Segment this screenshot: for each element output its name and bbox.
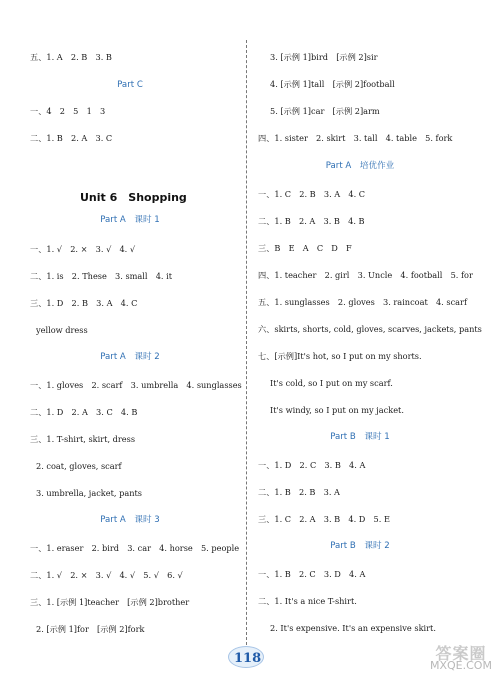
answer-line: 4. [示例 1]tall [示例 2]football: [270, 79, 395, 89]
answer-line: 五、1. sunglasses 2. gloves 3. raincoat 4. scarf: [258, 297, 467, 307]
section-heading: Part A 培优作业: [325, 161, 395, 171]
answer-line: 2. It's expensive. It's an expensive skirt.: [270, 623, 436, 633]
column-divider: [246, 40, 247, 645]
watermark-line1: 答案圈: [435, 644, 487, 663]
answer-line: 5. [示例 1]car [示例 2]arm: [270, 106, 380, 116]
answer-line: 三、1. C 2. A 3. B 4. D 5. E: [258, 514, 390, 524]
answer-line: 二、1. B 2. A 3. C: [30, 133, 113, 143]
answer-line: 一、1. D 2. C 3. B 4. A: [258, 460, 366, 470]
answer-line: 六、skirts, shorts, cold, gloves, scarves, jackets, pants: [258, 324, 482, 334]
section-heading: Part A 课时 3: [100, 515, 160, 525]
answer-line: 一、4 2 5 1 3: [30, 106, 106, 116]
section-heading: Part A 课时 2: [100, 352, 160, 362]
answer-line: 一、1. C 2. B 3. A 4. C: [258, 189, 366, 199]
answer-line: 五、1. A 2. B 3. B: [30, 52, 112, 62]
section-heading: Part B 课时 2: [330, 541, 390, 551]
answer-line: 二、1. B 2. A 3. B 4. B: [258, 216, 365, 226]
answer-line: 三、1. T-shirt, skirt, dress: [30, 434, 136, 444]
answer-line: 2. coat, gloves, scarf: [36, 461, 122, 471]
answer-line: 二、1. B 2. B 3. A: [258, 487, 340, 497]
answer-line: 二、1. √ 2. × 3. √ 4. √ 5. √ 6. √: [30, 570, 183, 580]
answer-line: 3. [示例 1]bird [示例 2]sir: [270, 52, 378, 62]
answer-line: 一、1. gloves 2. scarf 3. umbrella 4. sunglasses: [30, 380, 242, 390]
answer-line: yellow dress: [36, 325, 88, 335]
answer-line: 3. umbrella, jacket, pants: [36, 488, 142, 498]
watermark-logo: [430, 644, 492, 672]
answer-line: 二、1. It's a nice T-shirt.: [258, 596, 357, 606]
answer-line: 四、1. teacher 2. girl 3. Uncle 4. football 5. for: [258, 270, 473, 280]
answer-line: 三、1. D 2. B 3. A 4. C: [30, 298, 138, 308]
answer-line: 一、1. eraser 2. bird 3. car 4. horse 5. people: [30, 543, 240, 553]
page-number: 118: [234, 651, 262, 666]
answer-line: 一、1. B 2. C 3. D 4. A: [258, 569, 366, 579]
answer-line: It's cold, so I put on my scarf.: [270, 378, 393, 388]
answer-line: 2. [示例 1]for [示例 2]fork: [36, 624, 145, 634]
section-heading: Part C: [117, 80, 143, 90]
answer-line: 四、1. sister 2. skirt 3. tall 4. table 5. fork: [258, 133, 453, 143]
section-heading: Part B 课时 1: [330, 432, 390, 442]
answer-line: 二、1. D 2. A 3. C 4. B: [30, 407, 138, 417]
answer-line: It's windy, so I put on my jacket.: [270, 405, 404, 415]
answer-line: 七、[示例]It's hot, so I put on my shorts.: [258, 351, 422, 361]
watermark-line2: MXQE.COM: [430, 659, 492, 672]
answer-line: 一、1. √ 2. × 3. √ 4. √: [30, 244, 136, 254]
answer-line: 三、1. [示例 1]teacher [示例 2]brother: [30, 597, 190, 607]
answer-line: 三、B E A C D F: [258, 243, 352, 253]
section-heading: Part A 课时 1: [100, 215, 160, 225]
unit-title: Unit 6 Shopping: [80, 191, 187, 204]
answer-line: 二、1. is 2. These 3. small 4. it: [30, 271, 173, 281]
